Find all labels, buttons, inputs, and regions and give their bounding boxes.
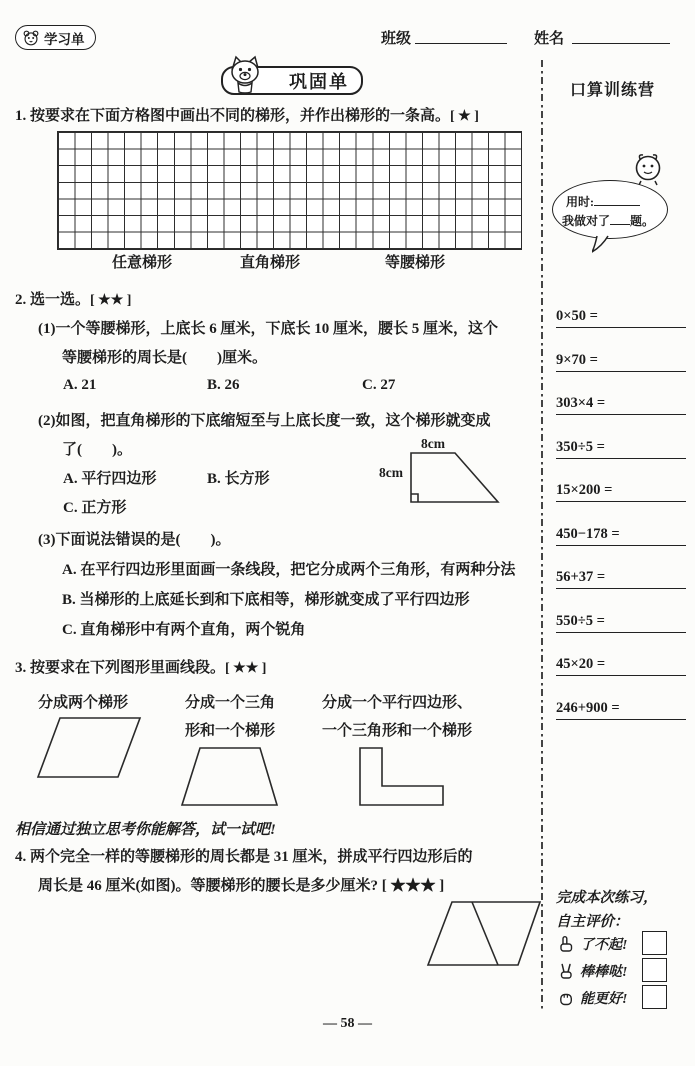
problem-text: 246+900 =	[556, 699, 620, 716]
problem-text: 550÷5 =	[556, 612, 605, 629]
problem-text: 45×20 =	[556, 656, 606, 672]
q3-caption-3-line2: 一个三角形和一个梯形	[322, 723, 473, 739]
problem-text: 56+37 =	[556, 569, 606, 585]
question-1	[15, 104, 479, 125]
class-blank[interactable]	[415, 28, 507, 44]
q2-part1-option-b[interactable]: B. 26	[207, 377, 240, 393]
oral-math-item	[556, 352, 686, 396]
panda-icon	[22, 29, 40, 47]
problem-text: 15×200 =	[556, 482, 613, 498]
sheet-badge-label: 学习单	[44, 31, 85, 47]
clock-icon	[630, 151, 666, 187]
q3-caption-2-line2: 形和一个梯形	[185, 723, 276, 739]
q4-line1: 4. 两个完全一样的等腰梯形的周长都是 31 厘米，拼成平行四边形后的	[15, 849, 473, 865]
q3-caption-1: 分成两个梯形	[38, 695, 129, 711]
oral-math-item	[556, 482, 686, 526]
encouragement-note: 相信通过独立思考你能解答，试一试吧!	[15, 822, 276, 838]
speech-bubble	[552, 180, 668, 239]
problem-text: 9×70 =	[556, 351, 598, 368]
q2-part3-line	[38, 528, 231, 549]
parallelogram-of-trapezoids-figure	[426, 899, 544, 968]
eval-heading-line2: 自主评价：	[556, 914, 629, 930]
q3-heading-text: 3. 按要求在下列图形里画线段。	[15, 660, 226, 676]
q2-part1-line1: (1)一个等腰梯形，上底长 6 厘米，下底长 10 厘米，腰长 5 厘米，这个	[38, 321, 498, 337]
oral-math-item	[556, 700, 686, 744]
q1-text: 1. 按要求在下面方格图中画出不同的梯形，并作出梯形的一条高。	[15, 108, 451, 124]
name-label: 姓名	[534, 31, 565, 47]
eval-checkbox-great[interactable]	[642, 931, 667, 955]
problem-text: 450−178 =	[556, 525, 620, 542]
parallelogram-figure[interactable]	[36, 714, 144, 781]
answer-blank[interactable]	[556, 588, 686, 589]
time-blank[interactable]	[594, 195, 640, 206]
eval-row-better	[558, 988, 688, 1008]
correct-count-suffix: 题。	[630, 214, 655, 228]
l-shape-figure[interactable]	[357, 744, 447, 809]
q2-part1-option-c[interactable]: C. 27	[362, 377, 396, 393]
q2-part3-emphasis: 错误	[115, 532, 146, 548]
eval-row-awesome	[558, 961, 688, 981]
page-title: 巩固单	[289, 71, 349, 92]
eval-row-great	[558, 934, 688, 954]
answer-blank[interactable]	[556, 675, 686, 676]
trapezoid-figure[interactable]	[180, 744, 280, 809]
answer-blank[interactable]	[556, 501, 686, 502]
question-3-heading	[15, 656, 266, 677]
name-blank[interactable]	[572, 28, 670, 44]
q3-stars: [ ★★ ]	[225, 661, 267, 676]
sidebar-title: 口算训练营	[570, 82, 656, 99]
fist-icon	[558, 989, 574, 1007]
eval-label-great: 了不起!	[580, 938, 628, 953]
q2-part3-suffix: 的是( )。	[145, 532, 231, 548]
q2-part3-option-c[interactable]: C. 直角梯形中有两个直角，两个锐角	[62, 622, 306, 638]
answer-blank[interactable]	[556, 719, 686, 720]
right-trapezoid-figure	[409, 450, 501, 506]
q2-part1-line2: 等腰梯形的周长是( )厘米。	[62, 350, 267, 366]
oral-math-item	[556, 656, 686, 700]
page-number: — 58 —	[323, 1016, 372, 1031]
oral-math-item	[556, 569, 686, 613]
q2-part2-line2: 了( )。	[62, 442, 132, 458]
answer-blank[interactable]	[556, 371, 686, 372]
oral-math-item	[556, 526, 686, 570]
q2-part1-option-a[interactable]: A. 21	[63, 377, 97, 393]
eval-label-better: 能更好!	[580, 992, 628, 1007]
q3-caption-2-line1: 分成一个三角	[185, 695, 276, 711]
problem-text: 303×4 =	[556, 395, 606, 411]
eval-checkbox-awesome[interactable]	[642, 958, 667, 982]
speech-bubble-tail	[592, 235, 614, 255]
q2-part3-option-b[interactable]: B. 当梯形的上底延长到和下底相等，梯形就变成了平行四边形	[62, 592, 470, 608]
sheet-type-badge	[15, 25, 96, 50]
q2-figure-side-dimension: 8cm	[379, 465, 403, 480]
class-label: 班级	[381, 31, 412, 47]
eval-checkbox-better[interactable]	[642, 985, 667, 1009]
grid-label-any-trapezoid: 任意梯形	[112, 255, 173, 271]
answer-blank[interactable]	[556, 545, 686, 546]
oral-math-item	[556, 613, 686, 657]
eval-heading-line1: 完成本次练习，	[556, 890, 658, 906]
grid-label-isosceles-trapezoid: 等腰梯形	[385, 255, 446, 271]
sidebar-divider	[541, 60, 543, 1010]
q2-figure-top-dimension: 8cm	[421, 436, 445, 451]
q2-part2-option-b[interactable]: B. 长方形	[207, 471, 270, 487]
grid-label-right-trapezoid: 直角梯形	[240, 255, 301, 271]
eval-label-awesome: 棒棒哒!	[580, 965, 628, 980]
problem-text: 350÷5 =	[556, 438, 605, 455]
q3-caption-3-line1: 分成一个平行四边形、	[322, 695, 473, 711]
drawing-grid[interactable]	[57, 131, 522, 250]
correct-count-prefix: 我做对了	[562, 214, 611, 228]
q2-stars: [ ★★ ]	[90, 293, 132, 308]
problem-text: 0×50 =	[556, 308, 598, 324]
q2-part2-line1: (2)如图，把直角梯形的下底缩短至与上底长度一致，这个梯形就变成	[38, 413, 491, 429]
q2-part3-prefix: (3)下面说法	[38, 532, 116, 548]
correct-count-blank[interactable]	[610, 214, 630, 225]
oral-math-list	[556, 308, 686, 743]
answer-blank[interactable]	[556, 327, 686, 328]
thumbs-up-icon	[558, 935, 574, 953]
q4-line2: 周长是 46 厘米(如图)。等腰梯形的腰长是多少厘米? [ ★★★ ]	[38, 878, 445, 894]
q2-part3-option-a[interactable]: A. 在平行四边形里面画一条线段，把它分成两个三角形，有两种分法	[62, 562, 516, 578]
victory-hand-icon	[558, 962, 574, 980]
q2-part2-option-a[interactable]: A. 平行四边形	[63, 471, 157, 487]
oral-math-item	[556, 395, 686, 439]
answer-blank[interactable]	[556, 458, 686, 459]
answer-blank[interactable]	[556, 414, 686, 415]
oral-math-item	[556, 308, 686, 352]
answer-blank[interactable]	[556, 632, 686, 633]
q2-part2-option-c[interactable]: C. 正方形	[63, 500, 127, 516]
oral-math-item	[556, 439, 686, 483]
time-label: 用时:	[566, 195, 594, 209]
question-2-heading	[15, 288, 131, 309]
dog-icon	[224, 54, 266, 94]
q1-stars: [ ★ ]	[450, 109, 479, 124]
q2-heading-text: 2. 选一选。	[15, 292, 91, 308]
